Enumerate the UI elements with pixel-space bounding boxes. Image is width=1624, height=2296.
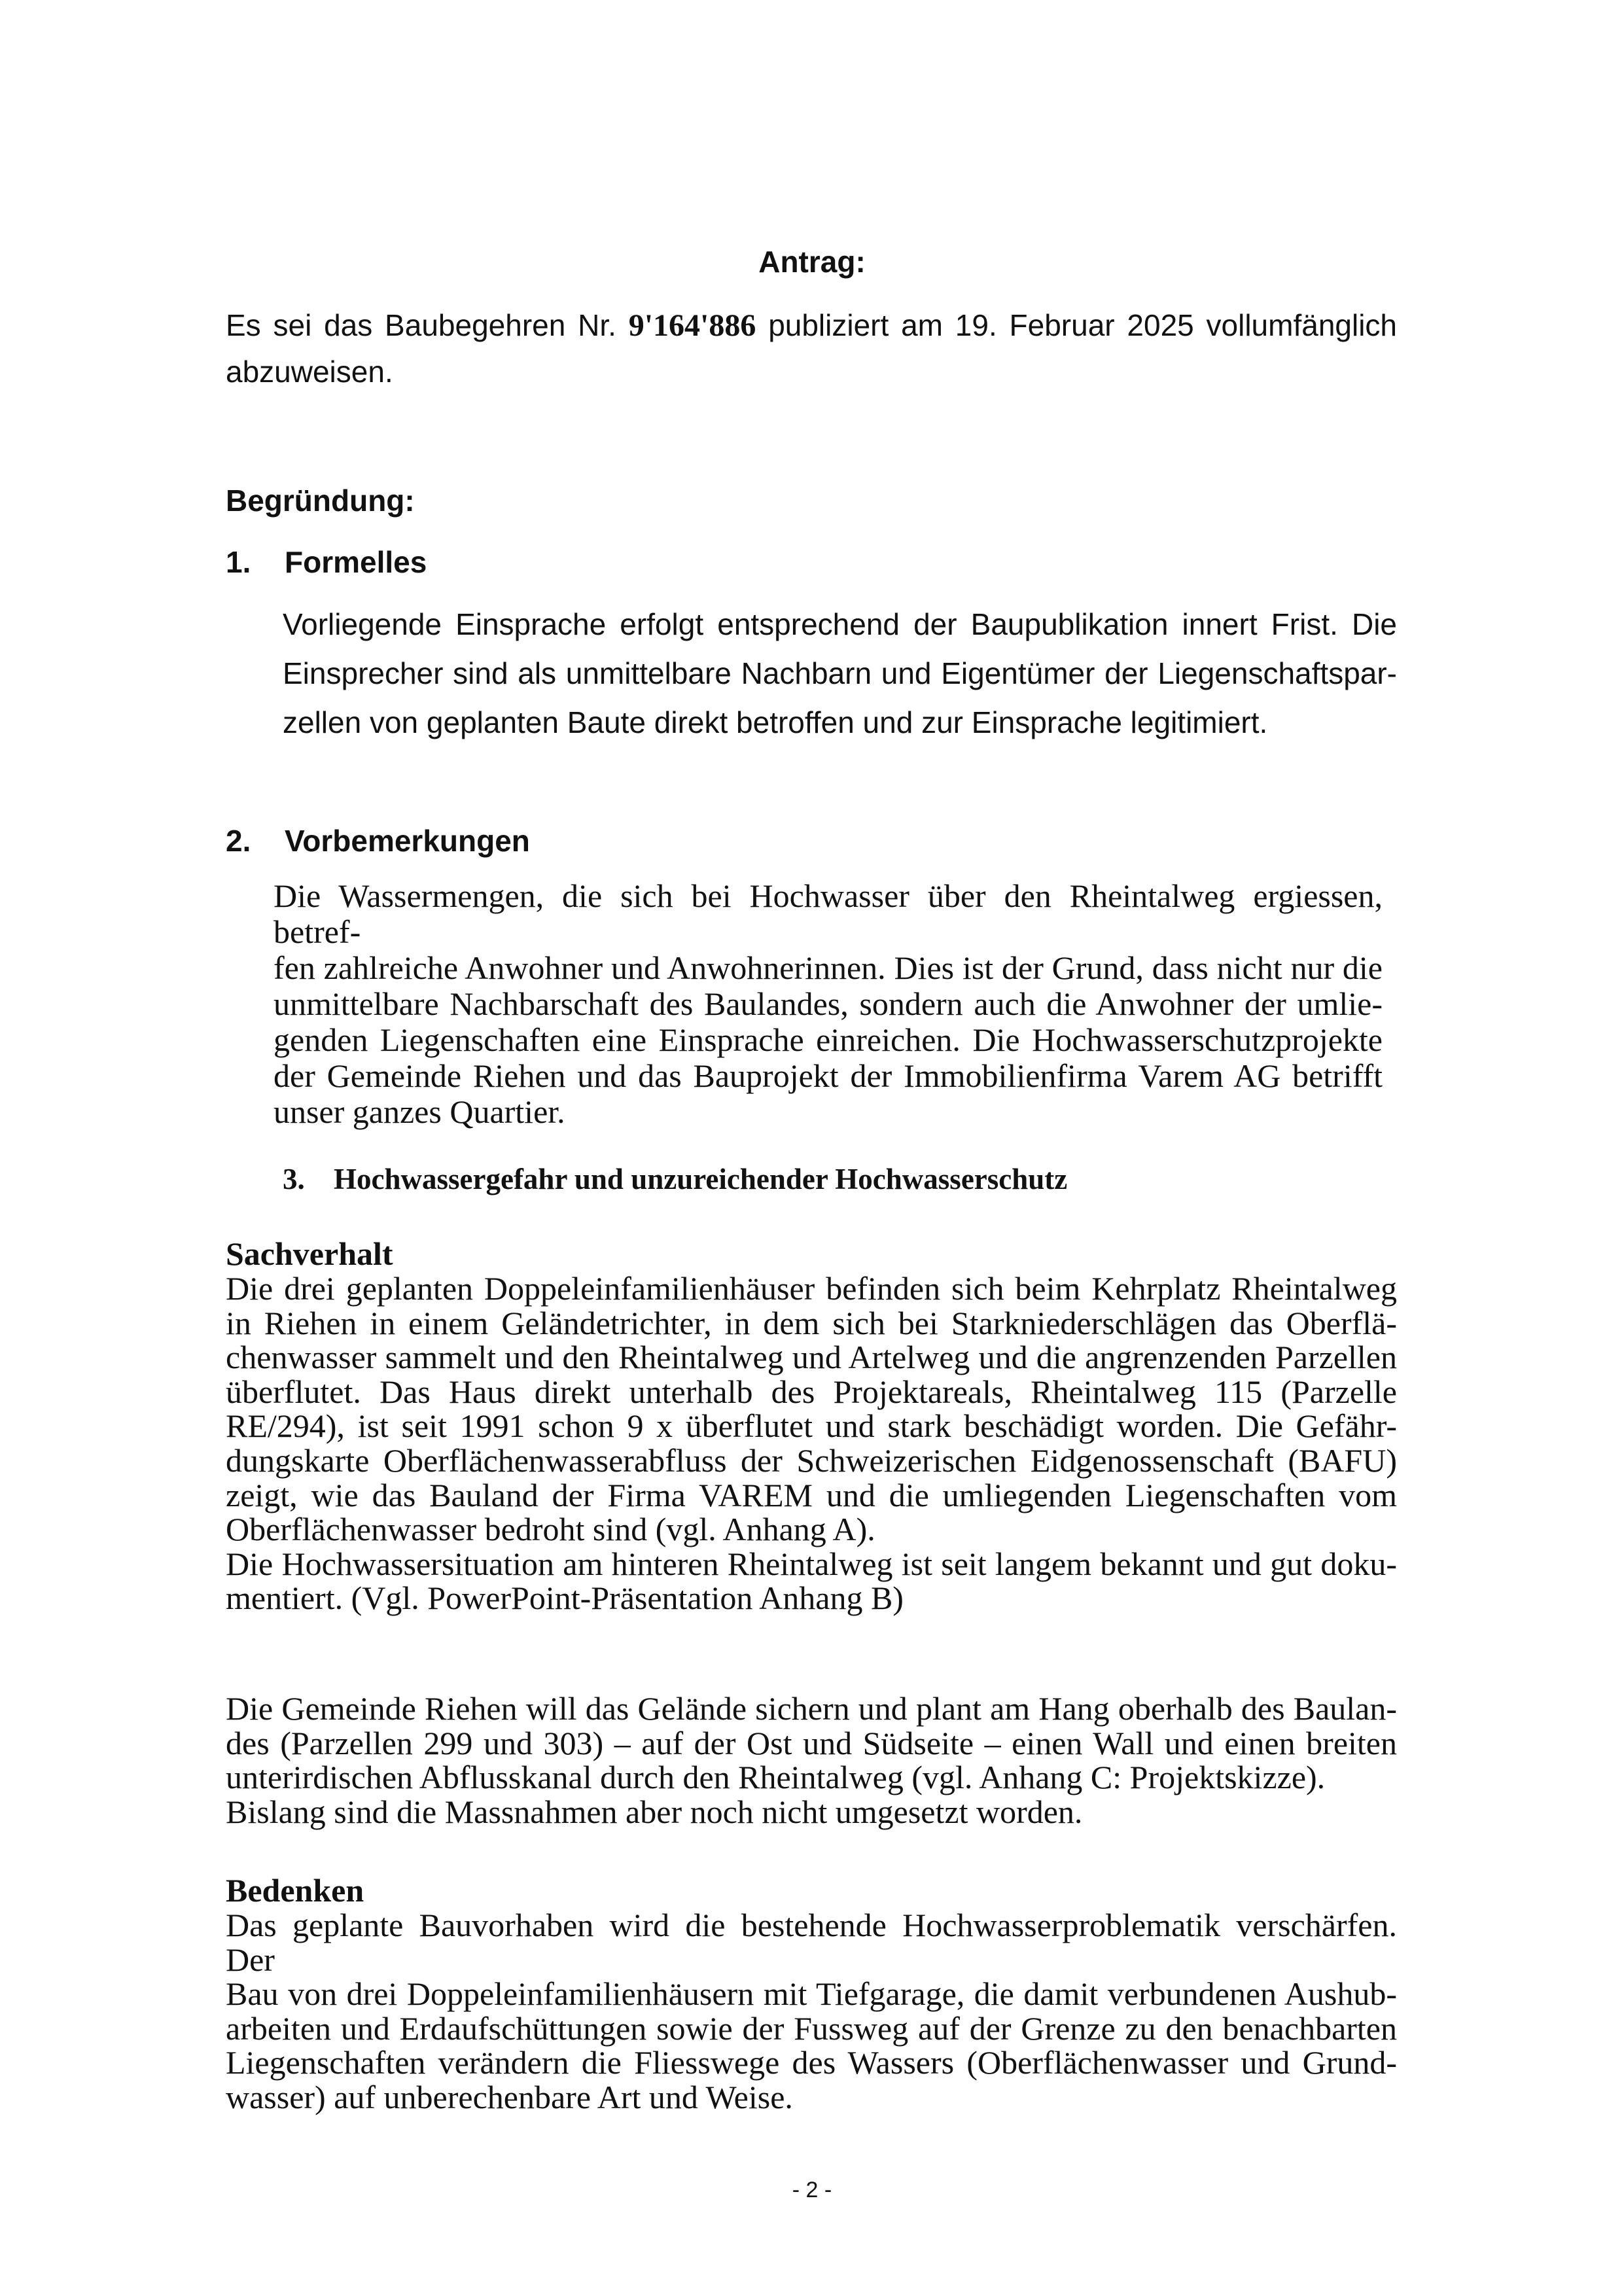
text-line: Die drei geplanten Doppeleinfamilienhäuser befinden sich beim Kehrplatz Rheintalweg [226, 1270, 1397, 1307]
text-line: Die Hochwassersituation am hinteren Rheintalweg ist seit langem bekannt und gut doku- [226, 1545, 1397, 1582]
section-2-heading [226, 822, 530, 859]
text-line: arbeiten und Erdaufschüttungen sowie der Fussweg auf der Grenze zu den benachbarten [226, 2009, 1397, 2047]
begruendung-heading: Begründung: [226, 484, 415, 518]
section-2-body [274, 878, 1383, 1130]
text-line: unterirdischen Abflusskanal durch den Rheintalweg (vgl. Anhang C: Projektskizze). [226, 1759, 1326, 1796]
section-1-number: 1. [226, 545, 251, 579]
antrag-text-after: publiziert am 19. Februar 2025 vollumfänglich abzuweisen. [226, 308, 1398, 389]
text-line: zellen von geplanten Baute direkt betroffen und zur Einsprache legitimiert. [283, 705, 1268, 739]
text-line: wasser) auf unberechenbare Art und Weise. [226, 2078, 793, 2115]
section-3-title: Hochwassergefahr und unzureichender Hochwasserschutz [334, 1163, 1068, 1195]
text-line: Bau von drei Doppeleinfamilienhäusern mit Tiefgarage, die damit verbundenen Aushub- [226, 1975, 1397, 2013]
text-line: in Riehen in einem Geländetrichter, in dem sich bei Starkniederschlägen das Oberflä- [226, 1304, 1397, 1341]
section-1-body [283, 600, 1397, 747]
section-1-heading [226, 544, 427, 580]
antrag-text-before: Es sei das Baubegehren Nr. [226, 308, 616, 342]
sachverhalt-heading: Sachverhalt [226, 1235, 393, 1272]
text-line: Das geplante Bauvorhaben wird die bestehende Hochwasserproblematik verschärfen. Der [226, 1907, 1397, 1978]
text-line: chenwasser sammelt und den Rheintalweg und Artelweg und die angrenzenden Parzellen [226, 1339, 1397, 1376]
text-line: der Gemeinde Riehen und das Bauprojekt der Immobilienfirma Varem AG betrifft [274, 1057, 1383, 1094]
text-line: RE/294), ist seit 1991 schon 9 x überflutet und stark beschädigt worden. Die Gefähr- [226, 1407, 1397, 1445]
baubegehren-number: 9'164'886 [628, 308, 756, 343]
antrag-paragraph [226, 302, 1397, 395]
sachverhalt-paragraph [226, 1271, 1397, 1616]
section-2-title: Vorbemerkungen [285, 824, 530, 858]
text-line: Bislang sind die Massnahmen aber noch nicht umgesetzt worden. [226, 1793, 1083, 1830]
text-line: Oberflächenwasser bedroht sind (vgl. Anhang A). [226, 1511, 875, 1548]
section-1-title: Formelles [285, 545, 427, 579]
text-line: unser ganzes Quartier. [274, 1093, 565, 1130]
text-line: überflutet. Das Haus direkt unterhalb des Projektareals, Rheintalweg 115 (Parzelle [226, 1373, 1397, 1410]
text-line: Vorliegende Einsprache erfolgt entsprechend der Baupublikation innert Frist. Die [283, 607, 1397, 641]
text-line: mentiert. (Vgl. PowerPoint-Präsentation Anhang B) [226, 1580, 904, 1617]
section-2-number: 2. [226, 824, 251, 858]
page-number: - 2 - [792, 2178, 832, 2202]
text-line: des (Parzellen 299 und 303) – auf der Ost und Südseite – einen Wall und einen breiten [226, 1724, 1397, 1761]
bedenken-heading: Bedenken [226, 1872, 364, 1909]
section-3-number: 3. [283, 1163, 305, 1195]
text-line: fen zahlreiche Anwohner und Anwohnerinnen. Dies ist der Grund, dass nicht nur die [274, 949, 1383, 986]
text-line: Einsprecher sind als unmittelbare Nachbarn und Eigentümer der Liegenschaftspar- [283, 656, 1397, 690]
text-line: Die Wassermengen, die sich bei Hochwasser über den Rheintalweg ergiessen, betref- [274, 877, 1383, 950]
section-3-heading [283, 1162, 1067, 1196]
text-line: dungskarte Oberflächenwasserabfluss der Schweizerischen Eidgenossenschaft (BAFU) [226, 1441, 1397, 1479]
antrag-heading: Antrag: [758, 245, 866, 279]
gemeinde-riehen-paragraph [226, 1691, 1397, 1829]
bedenken-paragraph [226, 1908, 1397, 2115]
text-line: Liegenschaften verändern die Fliesswege des Wassers (Oberflächenwasser und Grund- [226, 2044, 1397, 2081]
text-line: unmittelbare Nachbarschaft des Baulandes, sondern auch die Anwohner der umlie- [274, 985, 1383, 1022]
text-line: zeigt, wie das Bauland der Firma VAREM und die umliegenden Liegenschaften vom [226, 1476, 1397, 1513]
text-line: genden Liegenschaften eine Einsprache einreichen. Die Hochwasserschutzprojekte [274, 1021, 1383, 1058]
text-line: Die Gemeinde Riehen will das Gelände sichern und plant am Hang oberhalb des Baulan- [226, 1690, 1397, 1727]
